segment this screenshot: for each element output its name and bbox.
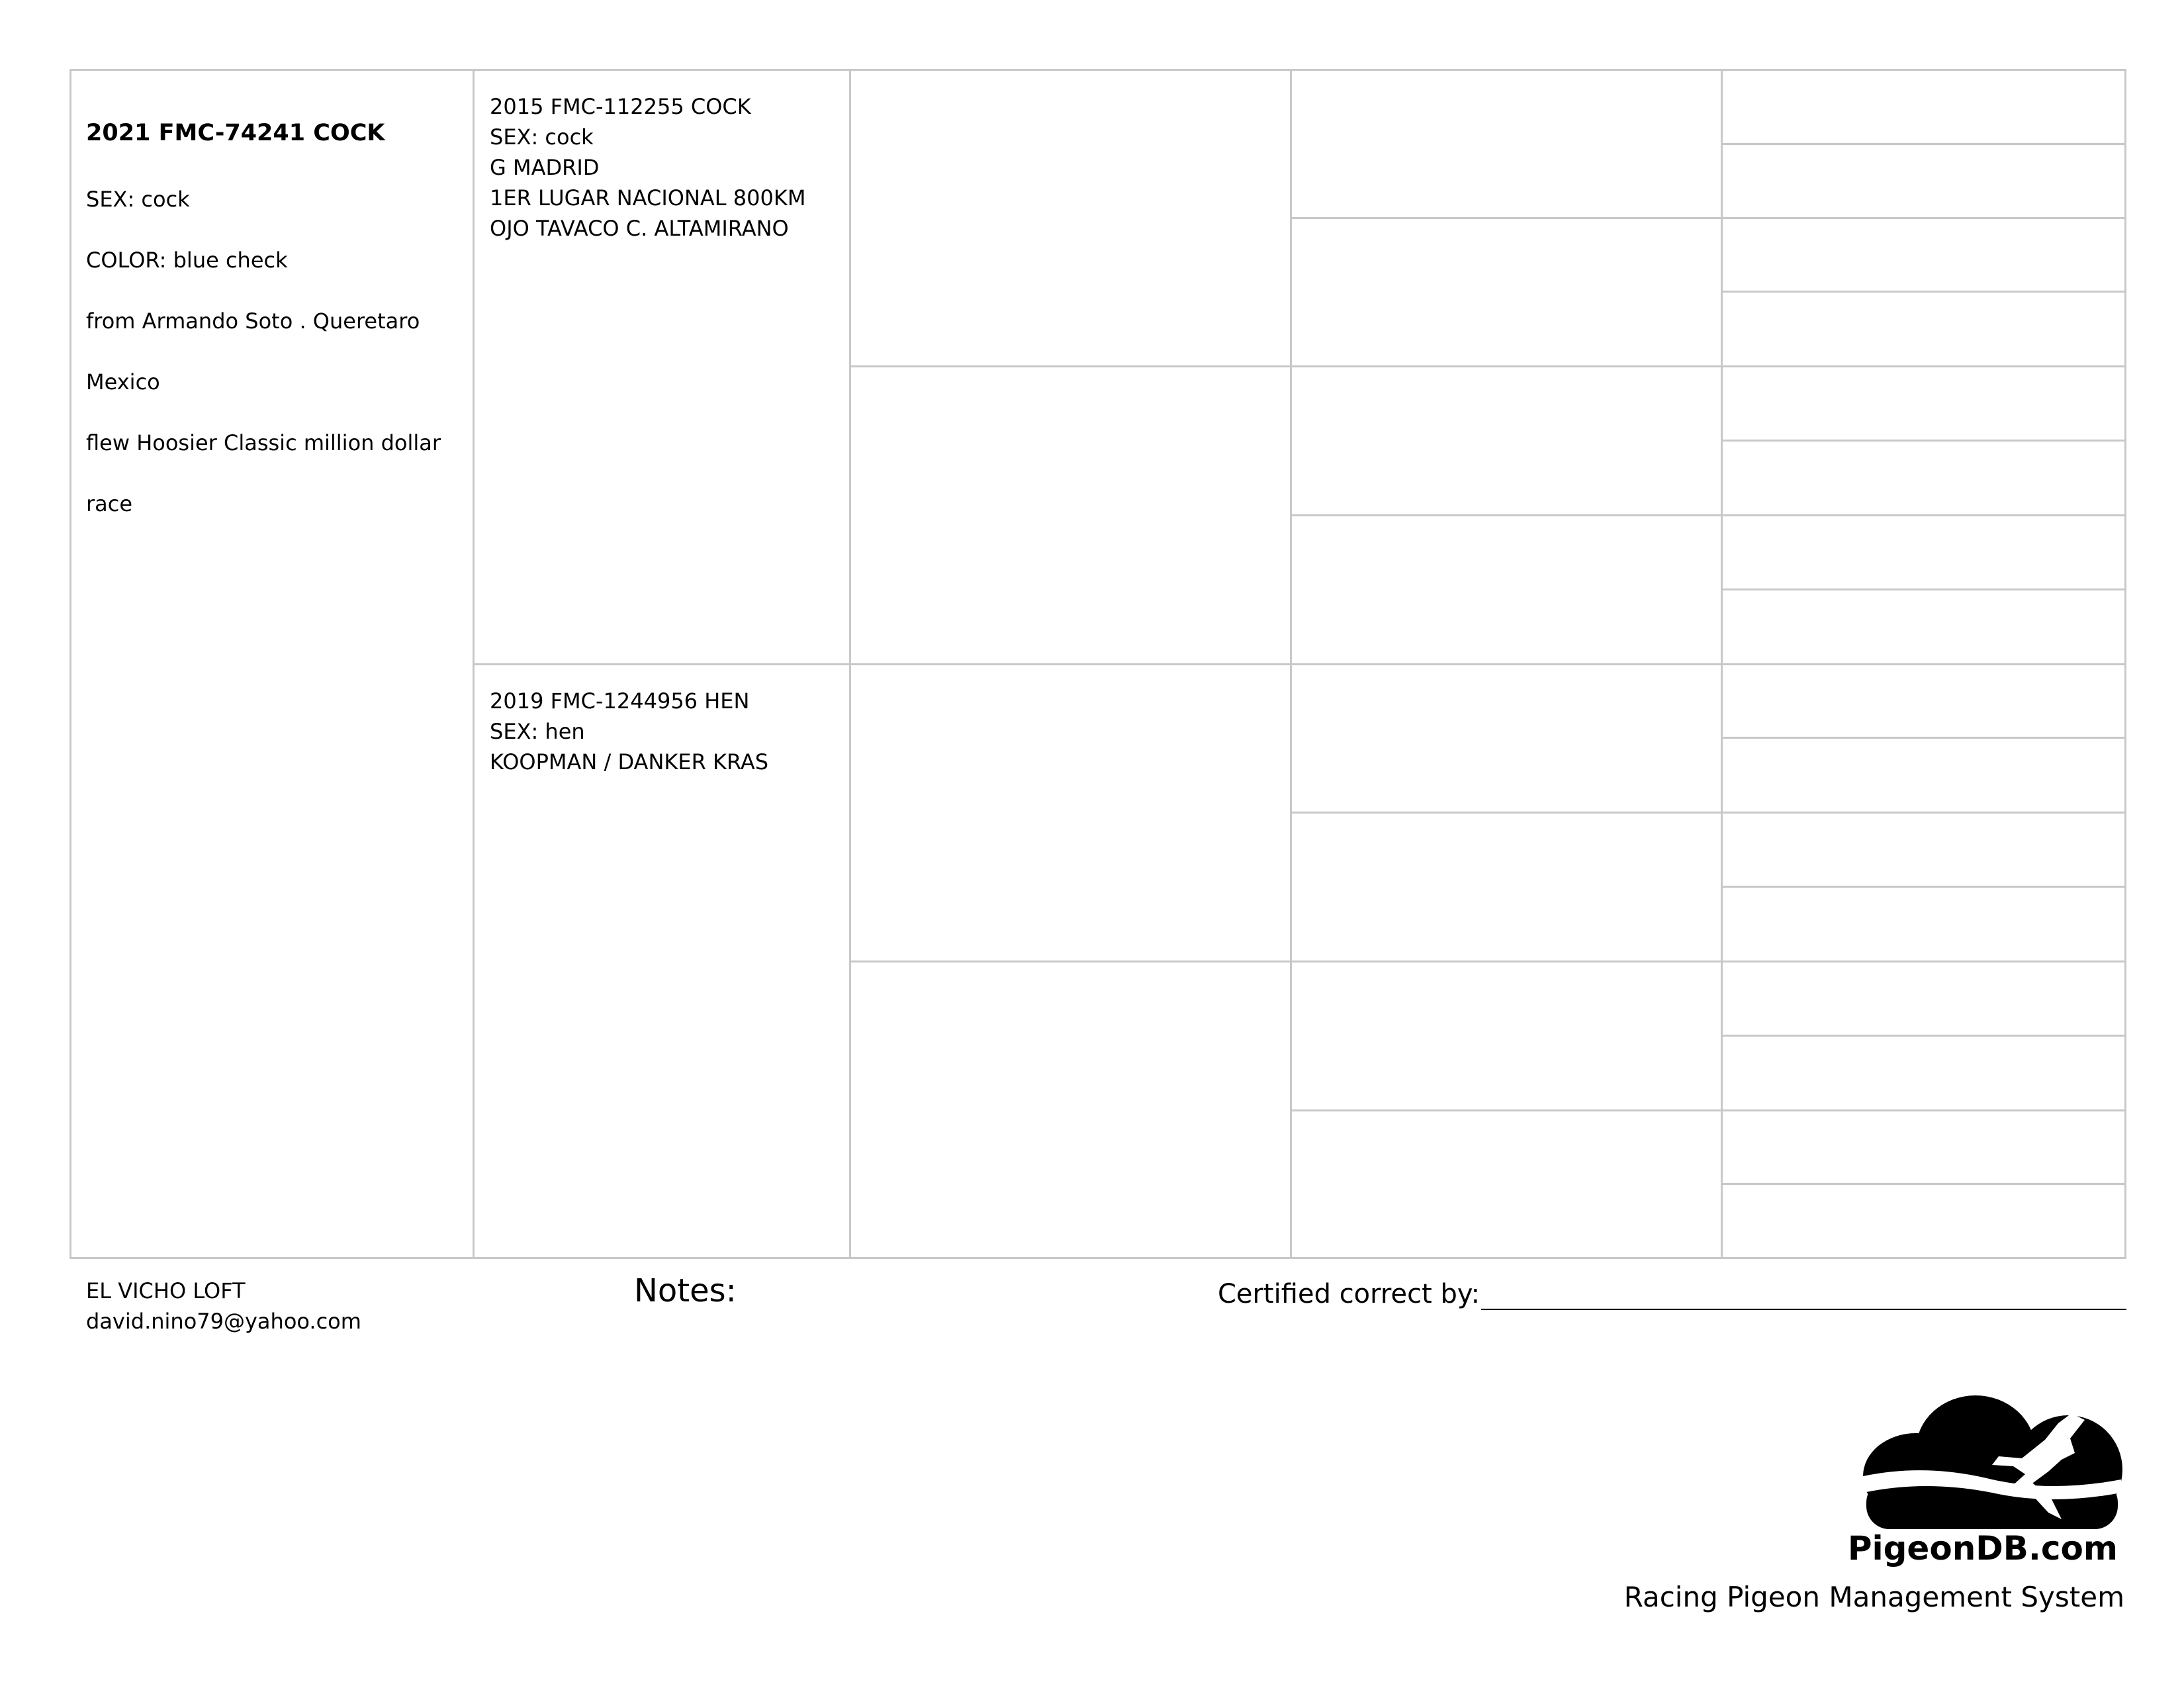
sire-cell: 2015 FMC-112255 COCK SEX: cock G MADRID 1ER LUGAR NACIONAL 800KM OJO TAVACO C. ALTAMIRANO <box>490 94 806 241</box>
grid-row-divider-great-grandparents <box>1290 812 2126 814</box>
loft-email: david.nino79@yahoo.com <box>86 1309 361 1334</box>
subject-race-note-cont: race <box>86 491 133 516</box>
grid-row-divider-grandparents <box>849 365 2126 367</box>
grid-row-divider-gg-grandparents <box>1721 1035 2126 1037</box>
grid-row-divider-gg-grandparents <box>1721 440 2126 442</box>
grid-row-divider-gg-grandparents <box>1721 737 2126 739</box>
grid-row-divider-gg-grandparents <box>1721 886 2126 888</box>
grid-border-bottom <box>69 1257 2126 1259</box>
grid-border-left <box>69 69 71 1259</box>
grid-row-divider-great-grandparents <box>1290 514 2126 516</box>
grid-row-divider-parents <box>473 663 2126 665</box>
grid-border-top <box>69 69 2126 71</box>
grid-row-divider-gg-grandparents <box>1721 291 2126 293</box>
subject-origin-country: Mexico <box>86 369 160 395</box>
brand-name: PigeonDB.com <box>1847 1529 2118 1568</box>
grid-row-divider-great-grandparents <box>1290 1109 2126 1111</box>
subject-sex: SEX: cock <box>86 187 190 212</box>
certified-label: Certified correct by: <box>1218 1279 1480 1309</box>
brand-tagline: Racing Pigeon Management System <box>1623 1581 2124 1613</box>
subject-origin: from Armando Soto . Queretaro <box>86 308 420 334</box>
subject-race-note: flew Hoosier Classic million dollar <box>86 430 441 455</box>
signature-line <box>1481 1309 2126 1310</box>
notes-label: Notes: <box>634 1272 737 1309</box>
dam-cell: 2019 FMC-1244956 HEN SEX: hen KOOPMAN / DANKER KRAS <box>490 688 769 774</box>
subject-cell <box>86 86 463 549</box>
subject-color: COLOR: blue check <box>86 248 288 273</box>
grid-row-divider-grandparents <box>849 961 2126 962</box>
pigeon-cloud-logo-icon <box>1860 1387 2124 1532</box>
grid-row-divider-gg-grandparents <box>1721 143 2126 145</box>
loft-name: EL VICHO LOFT <box>86 1278 246 1303</box>
grid-row-divider-gg-grandparents <box>1721 1183 2126 1185</box>
grid-row-divider-great-grandparents <box>1290 217 2126 219</box>
subject-title: 2021 FMC-74241 COCK <box>86 120 385 146</box>
grid-row-divider-gg-grandparents <box>1721 588 2126 590</box>
